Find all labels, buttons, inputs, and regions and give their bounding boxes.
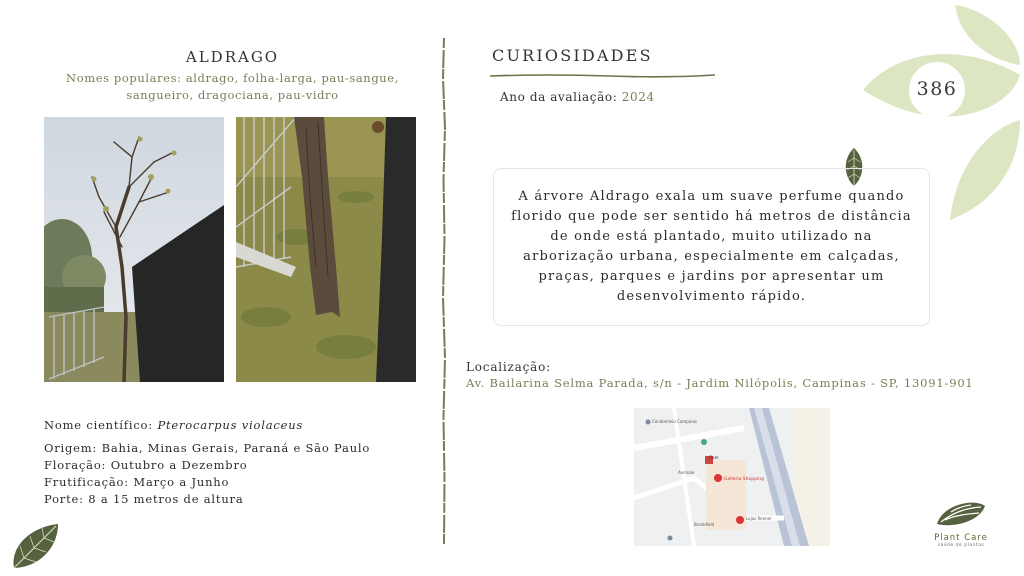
popular-names [45, 70, 420, 104]
column-divider [440, 38, 448, 544]
title-underline [490, 66, 715, 76]
curiosities-title: CURIOSIDADES [492, 46, 653, 65]
tree-name: ALDRAGO [185, 48, 280, 66]
location-address: Av. Bailarina Selma Parada, s/n - Jardim Nilópolis, Campinas - SP, 13091-901 [466, 376, 974, 390]
leaf-corner-icon [10, 522, 60, 570]
popular-names-label: Nomes populares: [66, 71, 182, 85]
curiosity-text: A árvore Aldrago exala um suave perfume quando florido que pode ser sentido há metros de distância de onde está plantado, muito utilizado na arborização urbana, especialmente em calçadas, praças, parques e jardins por apresentar um desenvolvimento rápido. [511, 189, 912, 304]
scientific-name-label: Nome científico: [44, 418, 153, 432]
logo-leaf-icon [935, 498, 987, 528]
evaluation-year [500, 90, 655, 104]
map-label-galleria: Galleria Shopping [724, 477, 764, 482]
map-label-condominio: Condomínio Campinas [652, 419, 697, 424]
logo-name: Plant Care [934, 533, 988, 543]
flowering-label: Floração: [44, 458, 107, 472]
map-label-fiam: Fiam [709, 455, 719, 460]
origin-row [44, 440, 370, 457]
size-value: 8 a 15 metros de altura [88, 492, 244, 506]
scientific-name: Pterocarpus violaceus [157, 418, 304, 432]
evaluation-year-label: Ano da avaliação: [500, 90, 618, 104]
flowering-row [44, 457, 370, 474]
tree-number: 386 [916, 78, 958, 100]
evaluation-year-value: 2024 [621, 90, 655, 104]
origin-label: Origem: [44, 441, 98, 455]
curiosity-card [493, 168, 930, 326]
map-label-animale: Animale [678, 470, 695, 475]
logo-tagline: saúde de plantas [937, 543, 985, 548]
location-label: Localização: [466, 360, 551, 374]
origin-value: Bahia, Minas Gerais, Paraná e São Paulo [101, 441, 371, 455]
tree-facts [44, 417, 370, 508]
location-map[interactable] [634, 408, 830, 546]
flowering-value: Outubro a Dezembro [110, 458, 248, 472]
fruiting-value: Março a Junho [133, 475, 230, 489]
scientific-name-row [44, 417, 370, 434]
tree-photo-trunk [236, 117, 416, 382]
plant-care-logo [926, 498, 996, 550]
map-label-renner: Lojas Renner [746, 516, 772, 521]
popular-names-value: aldrago, folha-larga, pau-sangue, sangueiro, dragociana, pau-vidro [126, 71, 399, 102]
fruiting-row [44, 474, 370, 491]
size-label: Porte: [44, 492, 84, 506]
size-row [44, 491, 370, 508]
map-label-brookfield: Brookfield [694, 522, 715, 527]
tree-photo-full [44, 117, 224, 382]
fruiting-label: Frutificação: [44, 475, 129, 489]
